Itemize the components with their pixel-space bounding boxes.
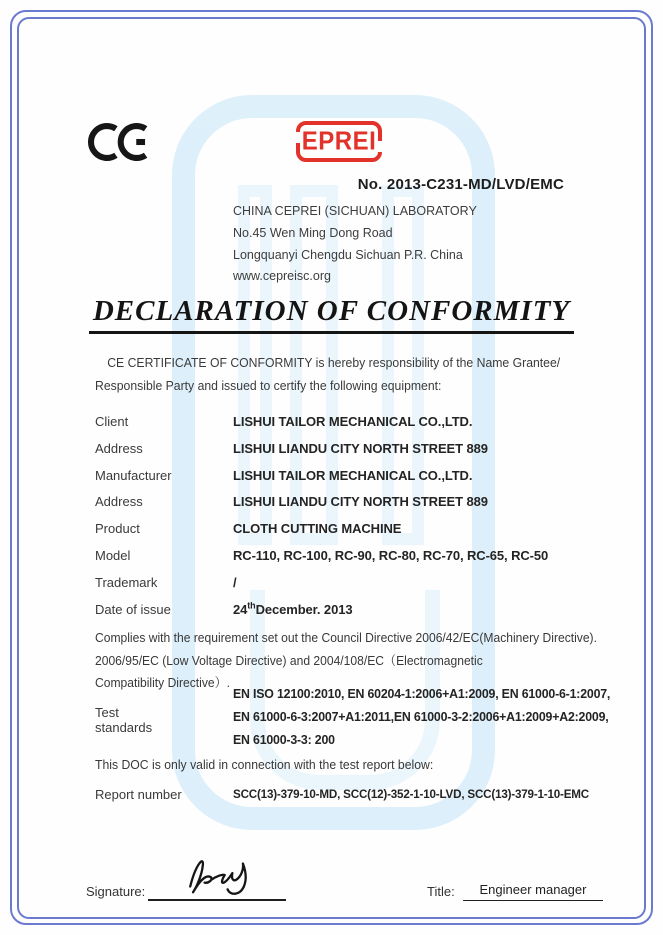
- signature-label: Signature:: [86, 884, 146, 899]
- title-value: Engineer manager: [463, 882, 603, 901]
- doc-validity-note: This DOC is only valid in connection with the test report below:: [95, 757, 434, 772]
- field-value: LISHUI TAILOR MECHANICAL CO.,LTD.: [233, 414, 473, 429]
- field-value: SCC(13)-379-10-MD, SCC(12)-352-1-10-LVD, SCC(13)-379-1-10-EMC: [233, 787, 590, 801]
- field-value: LISHUI TAILOR MECHANICAL CO.,LTD.: [233, 467, 473, 483]
- field-label: Address: [95, 440, 143, 456]
- compliance-line: Complies with the requirement set out the Council Directive 2006/42/EC(Machinery Directive).: [95, 630, 597, 645]
- laboratory-address-block: [233, 201, 477, 288]
- field-row-trademark: [95, 575, 548, 602]
- field-label: Date of issue: [95, 601, 171, 617]
- date-rest: December. 2013: [255, 601, 353, 617]
- field-value: CLOTH CUTTING MACHINE: [233, 521, 402, 537]
- intro-paragraph: [95, 352, 560, 397]
- ce-mark-icon: [84, 116, 150, 168]
- equipment-fields: [95, 414, 548, 628]
- date-day: 24: [233, 601, 248, 617]
- field-row-manufacturer: [95, 468, 548, 495]
- test-standards-values: [233, 682, 610, 751]
- field-label: Product: [95, 521, 140, 537]
- lab-address-line2: Longquanyi Chengdu Sichuan P.R. China: [233, 247, 463, 262]
- handwritten-signature: [162, 852, 274, 898]
- document-title: DECLARATION OF CONFORMITY: [89, 295, 574, 334]
- standard-line: EN 61000-6-3:2007+A1:2011,EN 61000-3-2:2006+A1:2009+A2:2009,: [233, 709, 609, 724]
- field-label: Model: [95, 547, 131, 563]
- field-label: Manufacturer: [95, 467, 172, 483]
- report-number-row: [95, 787, 600, 802]
- standard-line: EN ISO 12100:2010, EN 60204-1:2006+A1:2009, EN 61000-6-1:2007,: [233, 686, 611, 701]
- field-value: LISHUI LIANDU CITY NORTH STREET 889: [233, 494, 488, 510]
- field-value: LISHUI LIANDU CITY NORTH STREET 889: [233, 440, 488, 456]
- cepre-logo-text: EPREI: [301, 126, 377, 156]
- field-label: Test standards: [95, 705, 153, 735]
- field-value: /: [233, 574, 237, 590]
- field-row-client: [95, 414, 548, 441]
- lab-address-line1: No.45 Wen Ming Dong Road: [233, 225, 393, 240]
- compliance-line: 2006/95/EC (Low Voltage Directive) and 2004/108/EC（Electromagnetic: [95, 652, 483, 668]
- date-ordinal: th: [247, 600, 256, 611]
- lab-name: CHINA CEPREI (SICHUAN) LABORATORY: [233, 204, 477, 218]
- field-label: Address: [95, 494, 143, 510]
- lab-website: www.cepreisc.org: [233, 269, 331, 284]
- field-label: Client: [95, 414, 129, 429]
- standard-line: EN 61000-3-3: 200: [233, 732, 335, 747]
- document-title-wrap: [0, 295, 663, 334]
- field-value: [233, 602, 352, 617]
- intro-line: Responsible Party and issued to certify the following equipment:: [95, 377, 442, 393]
- field-value: RC-110, RC-100, RC-90, RC-80, RC-70, RC-65, RC-50: [233, 547, 549, 563]
- title-label: Title:: [427, 884, 455, 899]
- field-row-product: [95, 521, 548, 548]
- field-row-address: [95, 441, 548, 468]
- cepre-logo: [296, 121, 382, 162]
- field-label: Trademark: [95, 574, 158, 590]
- field-label: Report number: [95, 787, 182, 802]
- field-row-address: [95, 494, 548, 521]
- field-row-date-of-issue: [95, 602, 548, 629]
- certificate-number: No. 2013-C231-MD/LVD/EMC: [357, 176, 564, 193]
- field-row-model: [95, 548, 548, 575]
- intro-line: CE CERTIFICATE OF CONFORMITY is hereby responsibility of the Name Grantee/: [107, 355, 561, 370]
- signature-line: [148, 856, 286, 901]
- compliance-line: Compatibility Directive）.: [95, 675, 231, 690]
